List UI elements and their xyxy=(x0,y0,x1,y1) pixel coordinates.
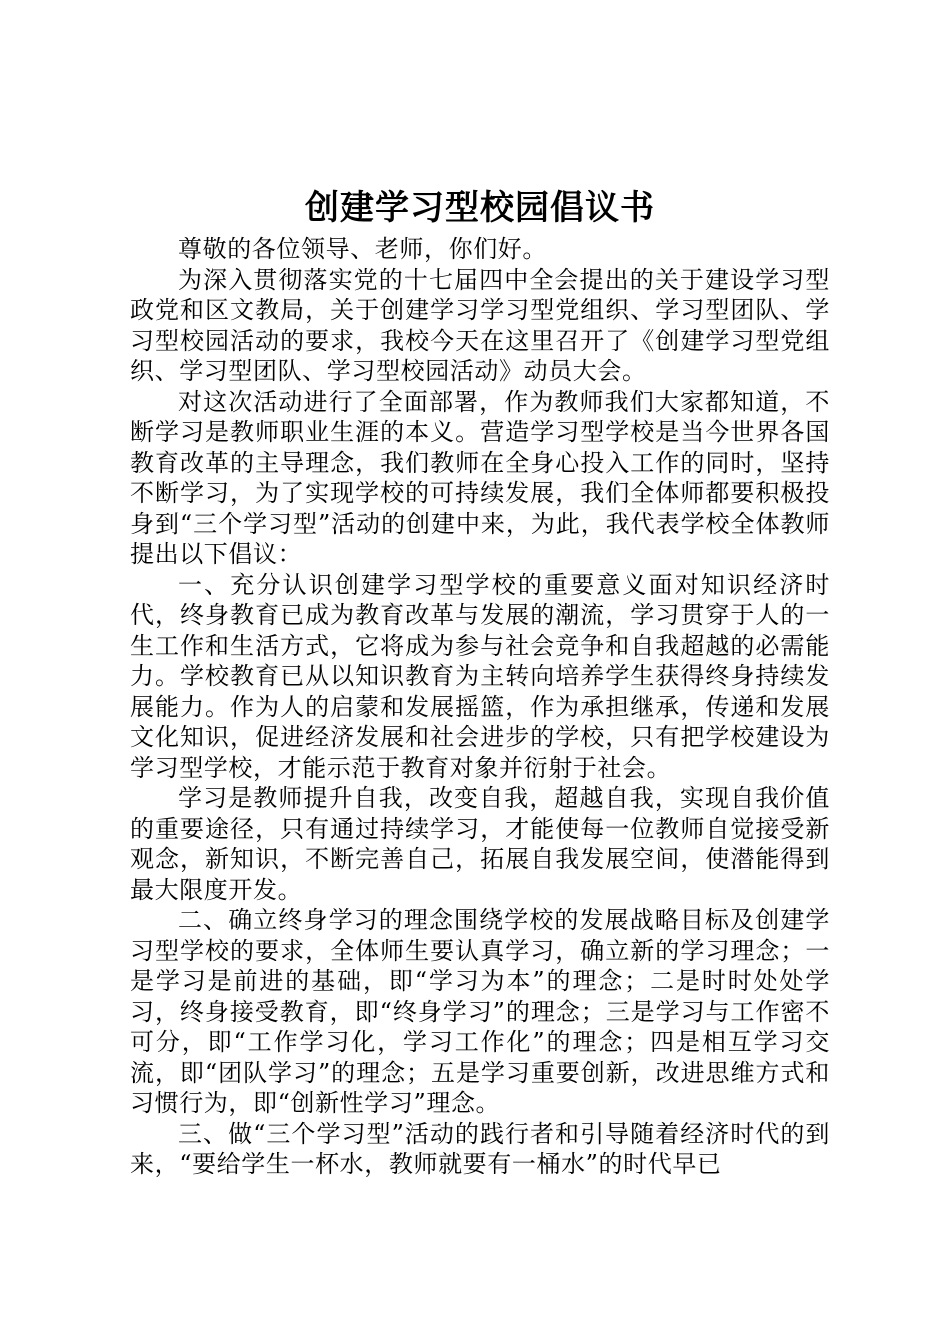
paragraph-intro: 为深入贯彻落实党的十七届四中全会提出的关于建设学习型政党和区文教局，关于创建学习学习型党组织、学习型团队、学习型校园活动的要求，我校今天在这里召开了《创建学习型党组织、学习型团队、学习型校园活动》动员大会。 xyxy=(130,265,830,385)
paragraph-point-three: 三、做“三个学习型”活动的践行者和引导随着经济时代的到来，“要给学生一杯水，教师就要有一桶水”的时代早已 xyxy=(130,1119,830,1178)
document-body xyxy=(130,234,830,1180)
paragraph-teacher-learning: 学习是教师提升自我，改变自我，超越自我，实现自我价值的重要途径，只有通过持续学习，才能使每一位教师自觉接受新观念，新知识，不断完善自己，拓展自我发展空间，使潜能得到最大限度开发。 xyxy=(130,784,830,904)
paragraph-deployment: 对这次活动进行了全面部署，作为教师我们大家都知道，不断学习是教师职业生涯的本义。营造学习型学校是当今世界各国教育改革的主导理念，我们教师在全身心投入工作的同时，坚持不断学习，为了实现学校的可持续发展，我们全体师都要积极投身到“三个学习型”活动的创建中来，为此，我代表学校全体教师提出以下倡议： xyxy=(130,387,830,568)
paragraph-point-one: 一、充分认识创建学习型学校的重要意义面对知识经济时代，终身教育已成为教育改革与发展的潮流，学习贯穿于人的一生工作和生活方式，它将成为参与社会竞争和自我超越的必需能力。学校教育已从以知识教育为主转向培养学生获得终身持续发展能力。作为人的启蒙和发展摇篮，作为承担继承，传递和发展文化知识，促进经济发展和社会进步的学校，只有把学校建设为学习型学校，才能示范于教育对象并衍射于社会。 xyxy=(130,570,830,782)
paragraph-greeting: 尊敬的各位领导、老师，你们好。 xyxy=(178,235,547,263)
paragraph-point-two: 二、确立终身学习的理念围绕学校的发展战略目标及创建学习型学校的要求，全体师生要认真学习，确立新的学习理念；一是学习是前进的基础，即“学习为本”的理念；二是时时处处学习，终身接受教育，即“终身学习”的理念；三是学习与工作密不可分，即“工作学习化，学习工作化”的理念；四是相互学习交流，即“团队学习”的理念；五是学习重要创新，改进思维方式和习惯行为，即“创新性学习”理念。 xyxy=(130,906,830,1117)
document-title: 创建学习型校园倡议书 xyxy=(305,188,655,228)
